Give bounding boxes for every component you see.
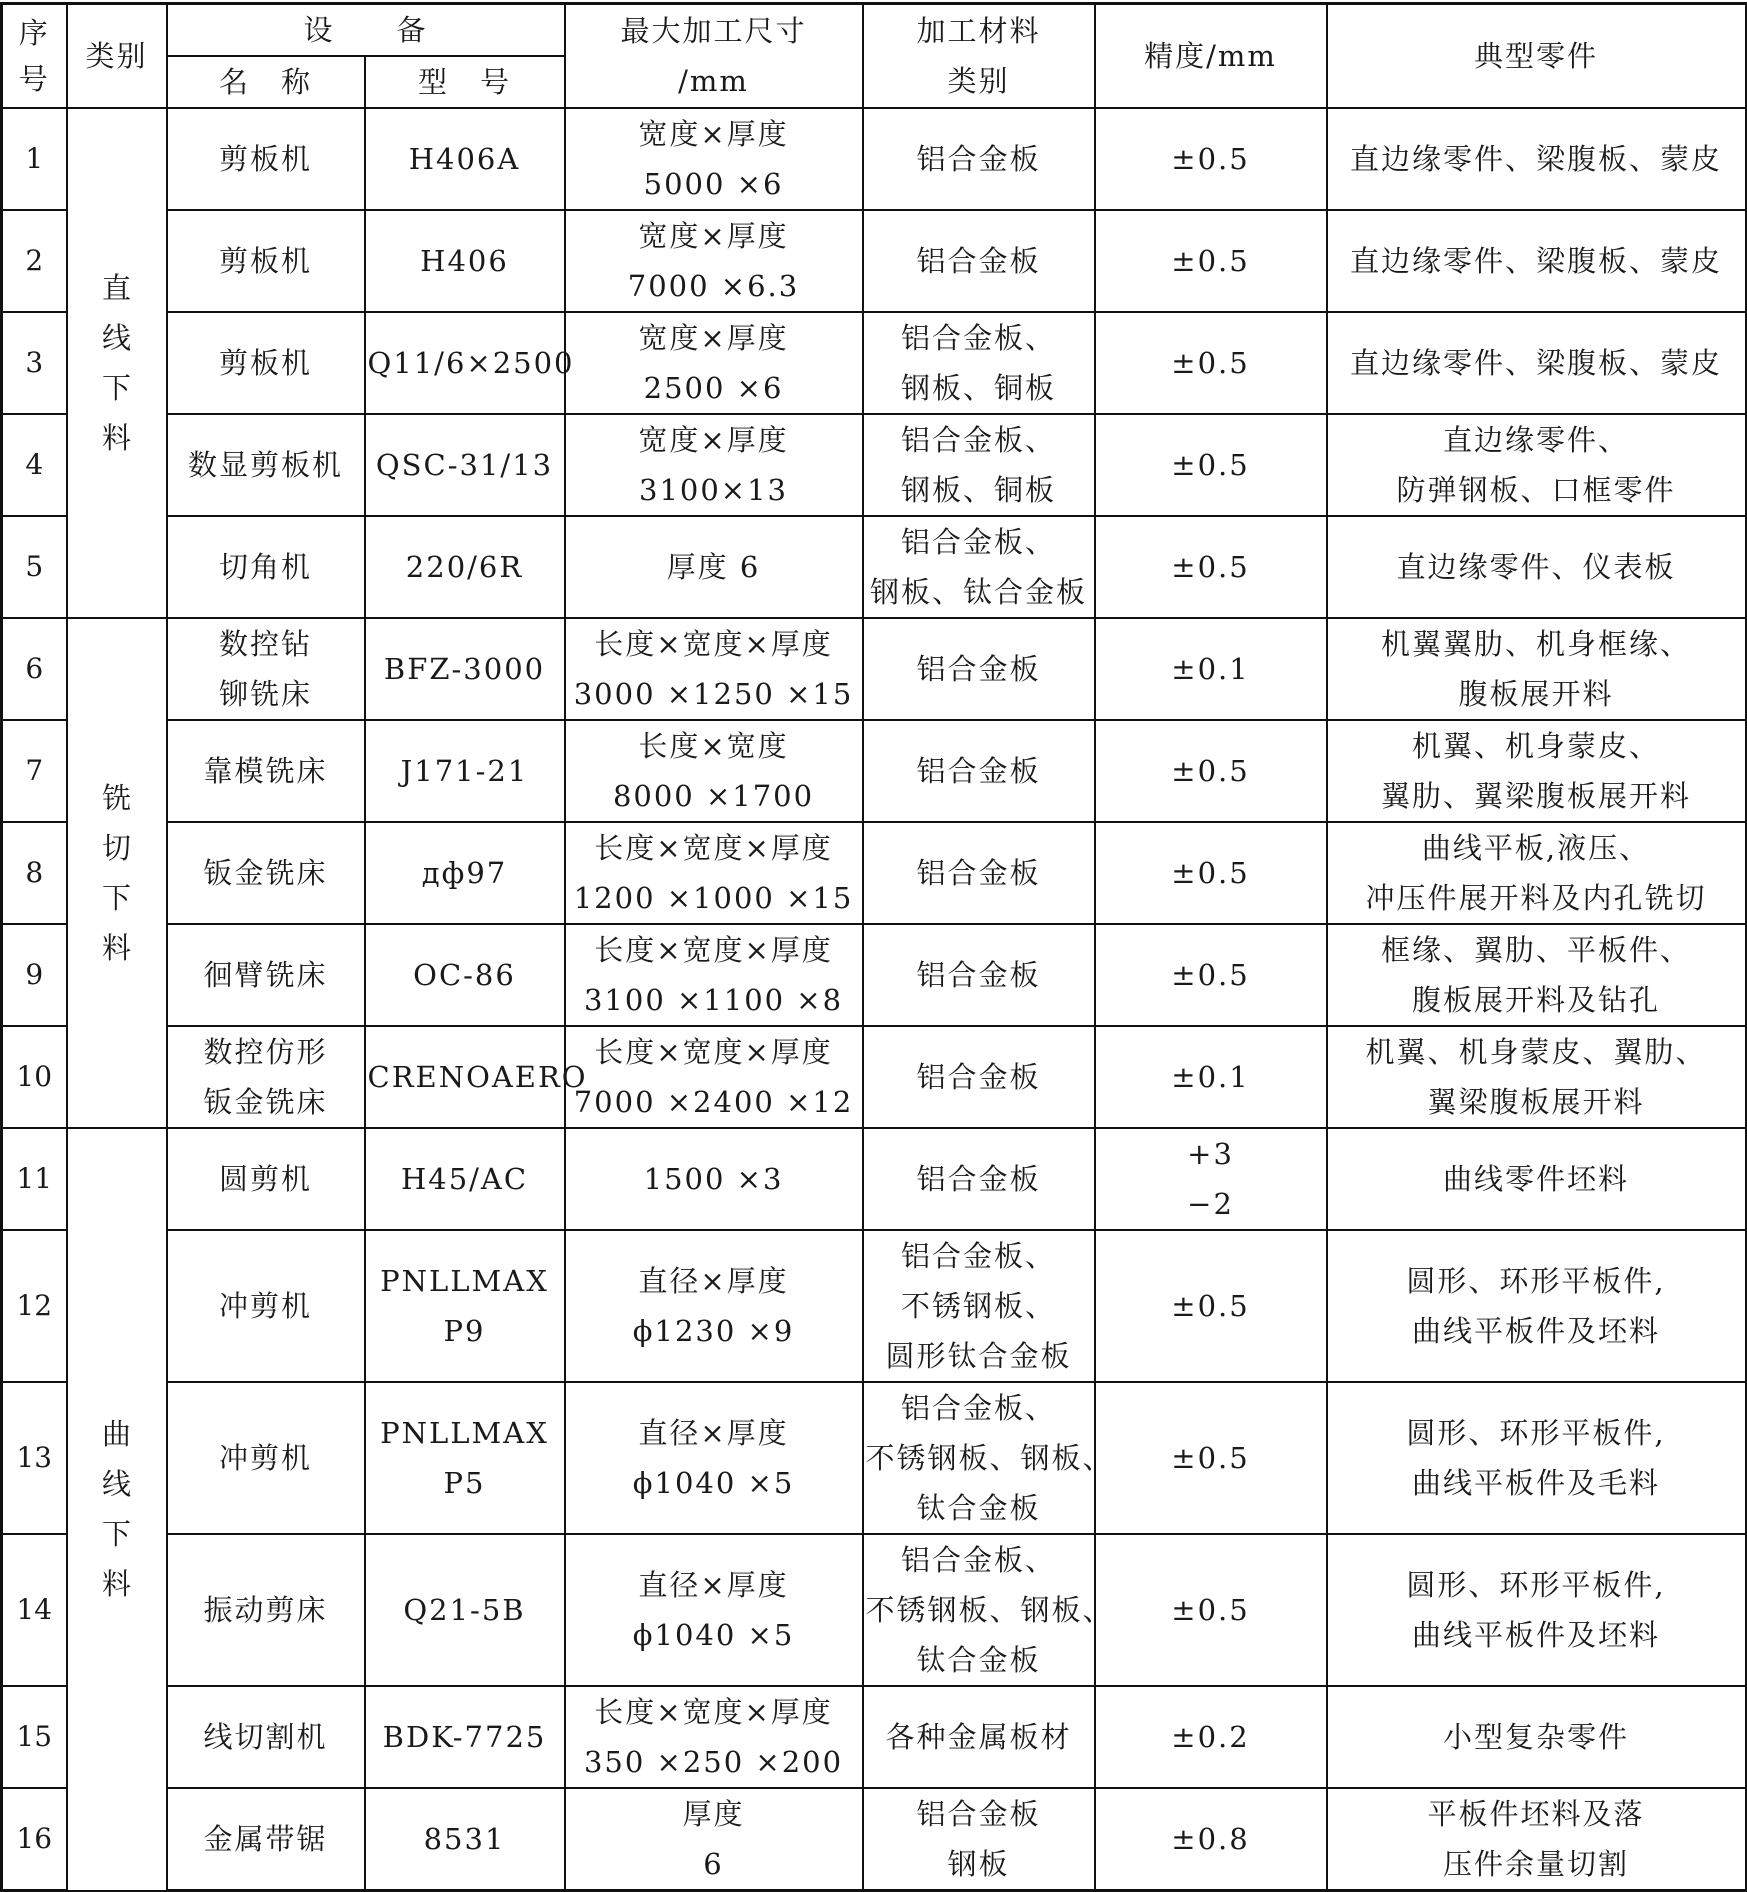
max-size-line: 长度×宽度×厚度 [594, 1035, 833, 1069]
typical-parts-line: 曲线平板件及坯料 [1412, 1618, 1661, 1652]
typical-parts-line: 框缘、翼肋、平板件、 [1381, 933, 1692, 967]
equipment-name [167, 822, 365, 924]
material-type-line: 铝合金板 [916, 1060, 1041, 1094]
precision-line: ±0.5 [1171, 142, 1250, 176]
max-size-line: 宽度×厚度 [638, 117, 789, 151]
max-size-line: 宽度×厚度 [638, 219, 789, 253]
equipment-model-line: Q21-5B [403, 1593, 526, 1627]
material-type-line: 铝合金板 [916, 856, 1041, 890]
material-type [863, 312, 1095, 414]
precision-line: ±0.1 [1171, 652, 1250, 686]
material-type-line: 铝合金板 [916, 142, 1041, 176]
typical-parts [1327, 720, 1746, 822]
material-type [863, 924, 1095, 1026]
category-cell [67, 618, 167, 1128]
equipment-model [365, 1686, 565, 1788]
typical-parts-line: 翼肋、翼梁腹板展开料 [1381, 779, 1692, 813]
equipment-model [365, 1788, 565, 1891]
table-row [2, 1534, 1746, 1686]
row-number: 5 [2, 516, 67, 618]
precision [1095, 1382, 1327, 1534]
typical-parts [1327, 822, 1746, 924]
equipment-name-line: 线切割机 [203, 1720, 328, 1754]
max-size [565, 210, 863, 312]
row-number: 7 [2, 720, 67, 822]
equipment-name [167, 210, 365, 312]
max-size-line: 350 ×250 ×200 [583, 1745, 844, 1779]
precision-line: ±0.5 [1171, 550, 1250, 584]
equipment-model [365, 1128, 565, 1230]
header-precision: 精度/mm [1095, 4, 1327, 109]
typical-parts-line: 机翼翼肋、机身框缘、 [1381, 627, 1692, 661]
table-row [2, 1230, 1746, 1382]
max-size-line: 1200 ×1000 ×15 [573, 881, 854, 915]
typical-parts-line: 小型复杂零件 [1443, 1720, 1630, 1754]
equipment-name [167, 1382, 365, 1534]
max-size-line: 6 [703, 1847, 724, 1881]
max-size-line: 厚度 [682, 1797, 745, 1831]
max-size-line: 5000 ×6 [643, 167, 784, 201]
max-size [565, 1686, 863, 1788]
equipment-model-line: Q11/6×2500 [367, 346, 575, 380]
equipment-name [167, 1788, 365, 1891]
max-size-line: 7000 ×6.3 [627, 269, 800, 303]
row-number: 6 [2, 618, 67, 720]
max-size-line: 2500 ×6 [643, 371, 784, 405]
header-seq [2, 4, 67, 109]
header-typical-parts: 典型零件 [1327, 4, 1746, 109]
category-label: 直线下料 [101, 271, 131, 455]
equipment-name-line: 数控仿形 [203, 1035, 328, 1069]
typical-parts-line: 平板件坯料及落 [1427, 1797, 1645, 1831]
precision [1095, 924, 1327, 1026]
material-type-line: 钢板 [947, 1847, 1010, 1881]
precision-line: ±0.2 [1171, 1720, 1250, 1754]
typical-parts [1327, 1382, 1746, 1534]
typical-parts-line: 翼梁腹板展开料 [1427, 1085, 1645, 1119]
equipment-name [167, 1026, 365, 1128]
table-row [2, 618, 1746, 720]
max-size-line: 8000 ×1700 [612, 779, 815, 813]
table-row [2, 210, 1746, 312]
equipment-model-line: P5 [443, 1466, 486, 1500]
material-type-line: 铝合金板 [916, 652, 1041, 686]
header-eq-name: 名 称 [167, 56, 365, 108]
header-material [863, 4, 1095, 109]
row-number: 10 [2, 1026, 67, 1128]
equipment-name-line: 圆剪机 [218, 1162, 312, 1196]
precision-line: ±0.5 [1171, 1593, 1250, 1627]
typical-parts [1327, 210, 1746, 312]
equipment-name [167, 1686, 365, 1788]
category-label: 铣切下料 [101, 781, 131, 965]
header-category: 类别 [67, 4, 167, 109]
equipment-name-line: 金属带锯 [203, 1822, 328, 1856]
category-label: 曲线下料 [101, 1417, 131, 1602]
equipment-name-line: 徊臂铣床 [203, 958, 328, 992]
typical-parts-line: 圆形、环形平板件, [1406, 1568, 1666, 1602]
max-size-line: 长度×宽度×厚度 [594, 933, 833, 967]
equipment-name-line: 靠模铣床 [203, 754, 328, 788]
equipment-model [365, 618, 565, 720]
material-type [863, 516, 1095, 618]
precision-line: +3 [1187, 1137, 1234, 1171]
table-row [2, 1788, 1746, 1891]
equipment-model-line: PNLLMAX [380, 1264, 549, 1298]
equipment-model-line: PNLLMAX [380, 1416, 549, 1450]
material-type [863, 1686, 1095, 1788]
material-type-line: 不锈钢板、钢板、 [865, 1593, 1114, 1627]
material-type [863, 108, 1095, 210]
material-type-line: 钛合金板 [916, 1643, 1041, 1677]
table-row [2, 924, 1746, 1026]
equipment-model-line: H406 [420, 244, 509, 278]
typical-parts-line: 腹板展开料 [1458, 677, 1614, 711]
equipment-name-line: 铆铣床 [218, 677, 312, 711]
row-number: 14 [2, 1534, 67, 1686]
equipment-model-line: H406A [408, 142, 521, 176]
row-number: 11 [2, 1128, 67, 1230]
precision-line: ±0.5 [1171, 346, 1250, 380]
max-size-line: 长度×宽度×厚度 [594, 831, 833, 865]
table-row [2, 516, 1746, 618]
table-row [2, 1128, 1746, 1230]
equipment-name-line: 钣金铣床 [203, 1085, 328, 1119]
header-material-line2: 类别 [947, 64, 1010, 98]
equipment-name [167, 516, 365, 618]
precision-line: ±0.5 [1171, 958, 1250, 992]
precision-line: ±0.5 [1171, 856, 1250, 890]
material-type-line: 钛合金板 [916, 1491, 1041, 1525]
material-type-line: 铝合金板、 [901, 423, 1057, 457]
max-size-line: ϕ1230 ×9 [632, 1314, 795, 1348]
material-type [863, 618, 1095, 720]
precision-line: ±0.5 [1171, 754, 1250, 788]
header-max-size [565, 4, 863, 109]
row-number: 16 [2, 1788, 67, 1891]
row-number: 4 [2, 414, 67, 516]
row-number: 1 [2, 108, 67, 210]
max-size-line: 长度×宽度 [638, 729, 789, 763]
equipment-name [167, 312, 365, 414]
material-type [863, 1026, 1095, 1128]
typical-parts-line: 腹板展开料及钻孔 [1412, 983, 1661, 1017]
max-size-line: ϕ1040 ×5 [632, 1618, 795, 1652]
max-size-line: 3100 ×1100 ×8 [583, 983, 844, 1017]
precision [1095, 822, 1327, 924]
max-size-line: 宽度×厚度 [638, 423, 789, 457]
typical-parts-line: 曲线平板件及毛料 [1412, 1466, 1661, 1500]
typical-parts [1327, 1230, 1746, 1382]
typical-parts [1327, 1026, 1746, 1128]
precision-line: ±0.5 [1171, 1289, 1250, 1323]
typical-parts-line: 直边缘零件、梁腹板、蒙皮 [1350, 346, 1723, 380]
max-size-line: ϕ1040 ×5 [632, 1466, 795, 1500]
typical-parts-line: 圆形、环形平板件, [1406, 1416, 1666, 1450]
table-row [2, 312, 1746, 414]
equipment-model-line: OC-86 [413, 958, 516, 992]
equipment-name [167, 1128, 365, 1230]
material-type [863, 720, 1095, 822]
equipment-name [167, 1230, 365, 1382]
row-number: 3 [2, 312, 67, 414]
equipment-name-line: 剪板机 [218, 346, 312, 380]
max-size [565, 108, 863, 210]
precision-line: ±0.5 [1171, 448, 1250, 482]
equipment-name [167, 924, 365, 1026]
typical-parts [1327, 924, 1746, 1026]
equipment-name-line: 数显剪板机 [187, 448, 343, 482]
equipment-model [365, 414, 565, 516]
material-type-line: 铝合金板、 [901, 1391, 1057, 1425]
material-type-line: 不锈钢板、钢板、 [865, 1441, 1114, 1475]
precision [1095, 1026, 1327, 1128]
material-type-line: 铝合金板 [916, 754, 1041, 788]
material-type [863, 210, 1095, 312]
material-type-line: 各种金属板材 [885, 1720, 1072, 1754]
equipment-model-line: 220/6R [405, 550, 524, 584]
max-size [565, 312, 863, 414]
equipment-model-line: BFZ-3000 [383, 652, 546, 686]
typical-parts [1327, 312, 1746, 414]
equipment-model [365, 822, 565, 924]
material-type-line: 铝合金板 [916, 1162, 1041, 1196]
typical-parts [1327, 1788, 1746, 1891]
max-size [565, 1382, 863, 1534]
precision [1095, 1686, 1327, 1788]
header-equipment: 设 备 [167, 4, 565, 57]
max-size-line: 长度×宽度×厚度 [594, 1695, 833, 1729]
header-max-size-line1: 最大加工尺寸 [620, 14, 807, 48]
equipment-model-line: J171-21 [400, 754, 529, 788]
equipment-model-line: 8531 [423, 1822, 506, 1856]
equipment-name [167, 1534, 365, 1686]
typical-parts-line: 曲线零件坯料 [1443, 1162, 1630, 1196]
typical-parts [1327, 1534, 1746, 1686]
table-row [2, 1382, 1746, 1534]
equipment-name-line: 数控钻 [218, 627, 312, 661]
material-type [863, 1230, 1095, 1382]
equipment-model-line: дф97 [421, 856, 508, 890]
max-size [565, 1230, 863, 1382]
material-type [863, 822, 1095, 924]
equipment-model [365, 924, 565, 1026]
max-size-line: 直径×厚度 [638, 1568, 789, 1602]
table-row [2, 414, 1746, 516]
material-type-line: 钢板、钛合金板 [870, 575, 1088, 609]
max-size [565, 516, 863, 618]
equipment-name-line: 钣金铣床 [203, 856, 328, 890]
material-type-line: 铝合金板、 [901, 1239, 1057, 1273]
table-row [2, 1026, 1746, 1128]
typical-parts-line: 曲线平板件及坯料 [1412, 1314, 1661, 1348]
equipment-model [365, 108, 565, 210]
precision [1095, 108, 1327, 210]
precision [1095, 720, 1327, 822]
equipment-model [365, 1382, 565, 1534]
material-type-line: 铝合金板 [916, 958, 1041, 992]
material-type [863, 1382, 1114, 1534]
equipment-table [0, 2, 1747, 1892]
typical-parts [1327, 516, 1746, 618]
max-size [565, 1026, 863, 1128]
typical-parts-line: 直边缘零件、梁腹板、蒙皮 [1350, 142, 1723, 176]
max-size-line: 长度×宽度×厚度 [594, 627, 833, 661]
equipment-model [365, 210, 565, 312]
precision [1095, 210, 1327, 312]
equipment-name-line: 切角机 [218, 550, 312, 584]
material-type-line: 钢板、铜板 [901, 371, 1057, 405]
material-type [863, 1788, 1095, 1891]
equipment-name-line: 剪板机 [218, 244, 312, 278]
typical-parts-line: 压件余量切割 [1443, 1847, 1630, 1881]
equipment-model [365, 1230, 565, 1382]
typical-parts-line: 防弹钢板、口框零件 [1396, 473, 1676, 507]
equipment-model [365, 1534, 565, 1686]
typical-parts-line: 圆形、环形平板件, [1406, 1264, 1666, 1298]
material-type-line: 不锈钢板、 [901, 1289, 1057, 1323]
precision [1095, 618, 1327, 720]
max-size-line: 1500 ×3 [643, 1162, 784, 1196]
equipment-model [365, 312, 575, 414]
material-type-line: 铝合金板、 [901, 525, 1057, 559]
material-type [863, 1128, 1095, 1230]
typical-parts [1327, 1686, 1746, 1788]
typical-parts-line: 冲压件展开料及内孔铣切 [1365, 881, 1707, 915]
max-size-line: 3000 ×1250 ×15 [573, 677, 854, 711]
row-number: 13 [2, 1382, 67, 1534]
material-type [863, 1534, 1114, 1686]
row-number: 15 [2, 1686, 67, 1788]
max-size [565, 1788, 863, 1891]
precision [1095, 1788, 1327, 1891]
row-number: 9 [2, 924, 67, 1026]
max-size-line: 直径×厚度 [638, 1416, 789, 1450]
typical-parts [1327, 108, 1746, 210]
table-row [2, 720, 1746, 822]
material-type-line: 钢板、铜板 [901, 473, 1057, 507]
category-cell [67, 108, 167, 618]
max-size-line: 3100×13 [639, 473, 789, 507]
equipment-model-line: QSC-31/13 [375, 448, 554, 482]
precision [1095, 1230, 1327, 1382]
material-type [863, 414, 1095, 516]
table-row [2, 1686, 1746, 1788]
equipment-name-line: 振动剪床 [203, 1593, 328, 1627]
header-eq-model: 型 号 [365, 56, 565, 108]
equipment-model-line: H45/AC [400, 1162, 529, 1196]
header-material-line1: 加工材料 [916, 14, 1041, 48]
max-size-line: 厚度 6 [666, 550, 761, 584]
equipment-model [365, 720, 565, 822]
precision [1095, 414, 1327, 516]
max-size [565, 1128, 863, 1230]
material-type-line: 铝合金板、 [901, 321, 1057, 355]
equipment-name [167, 618, 365, 720]
table-row [2, 822, 1746, 924]
row-number: 2 [2, 210, 67, 312]
material-type-line: 铝合金板 [916, 1797, 1041, 1831]
material-type-line: 铝合金板、 [901, 1543, 1057, 1577]
equipment-name-line: 冲剪机 [218, 1289, 312, 1323]
typical-parts [1327, 618, 1746, 720]
typical-parts [1327, 414, 1746, 516]
equipment-name [167, 414, 365, 516]
equipment-model-line: BDK-7725 [382, 1720, 547, 1754]
material-type-line: 铝合金板 [916, 244, 1041, 278]
precision-line: ±0.5 [1171, 244, 1250, 278]
precision-line: −2 [1187, 1187, 1234, 1221]
max-size [565, 414, 863, 516]
typical-parts-line: 机翼、机身蒙皮、翼肋、 [1365, 1035, 1707, 1069]
equipment-model [365, 516, 565, 618]
equipment-model-line: CRENOAERO [367, 1060, 588, 1094]
row-number: 8 [2, 822, 67, 924]
precision-line: ±0.5 [1171, 1441, 1250, 1475]
max-size [565, 618, 863, 720]
max-size-line: 7000 ×2400 ×12 [573, 1085, 854, 1119]
precision [1095, 1534, 1327, 1686]
row-number: 12 [2, 1230, 67, 1382]
equipment-name [167, 720, 365, 822]
equipment-model [365, 1026, 588, 1128]
max-size [565, 924, 863, 1026]
precision-line: ±0.1 [1171, 1060, 1250, 1094]
table-row [2, 108, 1746, 210]
max-size [565, 1534, 863, 1686]
precision [1095, 1128, 1327, 1230]
typical-parts-line: 直边缘零件、梁腹板、蒙皮 [1350, 244, 1723, 278]
max-size-line: 直径×厚度 [638, 1264, 789, 1298]
max-size-line: 宽度×厚度 [638, 321, 789, 355]
typical-parts-line: 曲线平板,液压、 [1421, 831, 1651, 865]
material-type-line: 圆形钛合金板 [885, 1339, 1072, 1373]
equipment-model-line: P9 [443, 1314, 486, 1348]
typical-parts-line: 直边缘零件、 [1443, 423, 1630, 457]
precision-line: ±0.8 [1171, 1822, 1250, 1856]
typical-parts-line: 机翼、机身蒙皮、 [1412, 729, 1661, 763]
header-max-size-line2: /mm [678, 64, 749, 98]
equipment-name-line: 剪板机 [218, 142, 312, 176]
typical-parts [1327, 1128, 1746, 1230]
precision [1095, 312, 1327, 414]
max-size [565, 720, 863, 822]
equipment-name [167, 108, 365, 210]
header-seq-line: 序号 [18, 16, 50, 96]
precision [1095, 516, 1327, 618]
max-size [565, 822, 863, 924]
header-row-1 [2, 4, 1746, 57]
typical-parts-line: 直边缘零件、仪表板 [1396, 550, 1676, 584]
category-cell [67, 1128, 167, 1891]
equipment-name-line: 冲剪机 [218, 1441, 312, 1475]
